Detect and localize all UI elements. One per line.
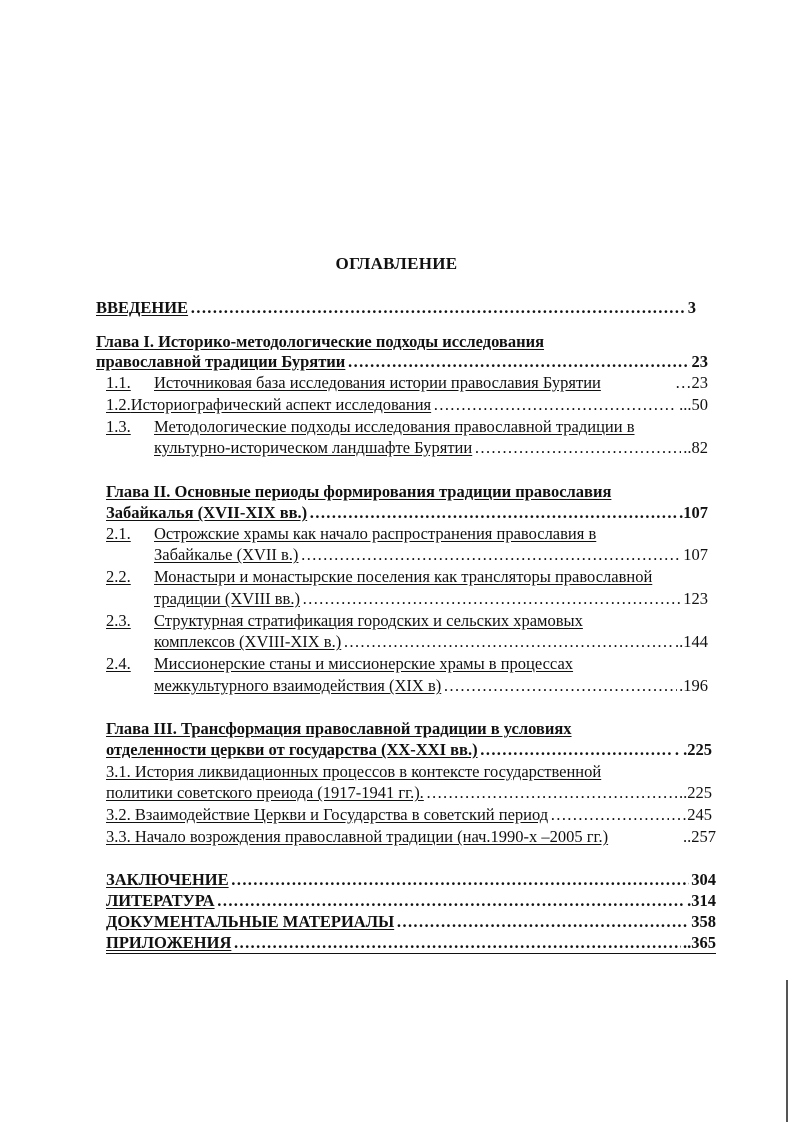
toc-chapter1-heading-cont[interactable]: православной традиции Бурятии ………………………………………………………………………………………………………………………………………………………………………………………… 23 bbox=[96, 352, 708, 372]
toc-section-2-4[interactable]: 2.4. Миссионерские станы и миссионерские храмы в процессах bbox=[106, 654, 574, 673]
toc-chapter3-heading[interactable]: Глава III. Трансформация православной традиции в условиях bbox=[106, 719, 572, 738]
leader-dots bbox=[480, 740, 673, 760]
leader-dots bbox=[396, 912, 689, 932]
leader-dots bbox=[426, 783, 677, 803]
toc-section-1-3-cont[interactable]: культурно-историческом ландшафте Бурятии ………………………………………………………………………………………………………………………………………………………………………………………… ..82 bbox=[154, 438, 708, 458]
toc-chapter3-heading-cont[interactable]: отделенности церкви от государства (XX-XXI вв.) ………………………………………………………………………………………………………………………………………………………………………………………… . .225 bbox=[106, 740, 712, 760]
scan-edge-line bbox=[786, 980, 788, 1122]
toc-section-3-2[interactable]: 3.2. Взаимодействие Церкви и Государства в советский период ………………………………………………………………………………………………………………………………………………………………………………………… …245 bbox=[106, 805, 712, 825]
toc-section-3-3[interactable]: 3.3. Начало возрождения православной традиции (нач.1990-х –2005 гг.) ..257 bbox=[106, 827, 716, 846]
toc-intro[interactable] bbox=[96, 298, 696, 318]
toc-chapter2-heading-cont[interactable]: Забайкалья (XVII-XIX вв.) ………………………………………………………………………………………………………………………………………………………………………………………… .107 bbox=[106, 503, 708, 523]
leader-dots bbox=[217, 891, 686, 911]
toc-intro-label: ВВЕДЕНИЕ bbox=[96, 298, 189, 317]
toc-section-1-1[interactable]: 1.1. Источниковая база исследования истории православия Бурятии …23 bbox=[106, 373, 708, 392]
leader-dots bbox=[302, 589, 681, 609]
leader-dots bbox=[347, 352, 689, 372]
toc-appendices[interactable]: ПРИЛОЖЕНИЯ ………………………………………………………………………………………………………………………………………………………………………………………… ..365 bbox=[106, 933, 716, 954]
toc-section-3-1-cont[interactable]: политики советского преиода (1917-1941 гг.). ………………………………………………………………………………………………………………………………………………………………………………………… ..225 bbox=[106, 783, 712, 803]
leader-dots bbox=[231, 870, 690, 890]
page-title: ОГЛАВЛЕНИЕ bbox=[335, 254, 458, 273]
toc-section-3-1[interactable]: 3.1. История ликвидационных процессов в контексте государственной bbox=[106, 762, 602, 781]
toc-section-2-2[interactable]: 2.2. Монастыри и монастырские поселения как трансляторы православной bbox=[106, 567, 653, 586]
leader-dots bbox=[190, 298, 686, 318]
leader-dots bbox=[433, 395, 677, 415]
toc-chapter1-heading[interactable]: Глава I. Историко-методологические подходы исследования bbox=[96, 332, 545, 351]
leader-dots bbox=[233, 933, 681, 953]
toc-section-2-2-cont[interactable]: традиции (XVIII вв.) ………………………………………………………………………………………………………………………………………………………………………………………… 123 bbox=[154, 589, 708, 609]
toc-literature[interactable]: ЛИТЕРАТУРА ………………………………………………………………………………………………………………………………………………………………………………………… .314 bbox=[106, 891, 716, 911]
toc-section-2-3-cont[interactable]: комплексов (XVIII-XIX в.) ………………………………………………………………………………………………………………………………………………………………………………………… ..144 bbox=[154, 632, 708, 652]
leader-dots bbox=[343, 632, 673, 652]
leader-dots bbox=[550, 805, 669, 825]
toc-section-2-1-cont[interactable]: Забайкалье (XVII в.) ………………………………………………………………………………………………………………………………………………………………………………………… 107 bbox=[154, 545, 708, 565]
leader-dots bbox=[300, 545, 681, 565]
leader-dots bbox=[474, 438, 681, 458]
toc-section-2-4-cont[interactable]: межкультурного взаимодействия (XIX в) ………………………………………………………………………………………………………………………………………………………………………………………… .196 bbox=[154, 676, 708, 696]
toc-documents[interactable]: ДОКУМЕНТАЛЬНЫЕ МАТЕРИАЛЫ ………………………………………………………………………………………………………………………………………………………………………………………… 358 bbox=[106, 912, 716, 932]
toc-chapter2-page: .107 bbox=[679, 503, 708, 522]
toc-section-2-1[interactable]: 2.1. Острожские храмы как начало распространения православия в bbox=[106, 524, 597, 543]
leader-dots bbox=[443, 676, 677, 696]
toc-chapter1-page: 23 bbox=[691, 352, 708, 371]
toc-section-1-2[interactable]: 1.2. Историографический аспект исследования ………………………………………………………………………………………………………………………………………………………………………………………… ...50 bbox=[106, 395, 708, 415]
toc-conclusion[interactable]: ЗАКЛЮЧЕНИЕ ………………………………………………………………………………………………………………………………………………………………………………………… 304 bbox=[106, 870, 716, 890]
toc-section-1-3[interactable]: 1.3. Методологические подходы исследования православной традиции в bbox=[106, 417, 635, 436]
toc-chapter3-page: . .225 bbox=[674, 740, 712, 759]
toc-intro-page: 3 bbox=[687, 298, 696, 317]
leader-dots bbox=[309, 503, 677, 523]
toc-section-2-3[interactable]: 2.3. Структурная стратификация городских и сельских храмовых bbox=[106, 611, 583, 630]
toc-chapter2-heading[interactable]: Глава II. Основные периоды формирования традиции православия bbox=[106, 482, 612, 501]
